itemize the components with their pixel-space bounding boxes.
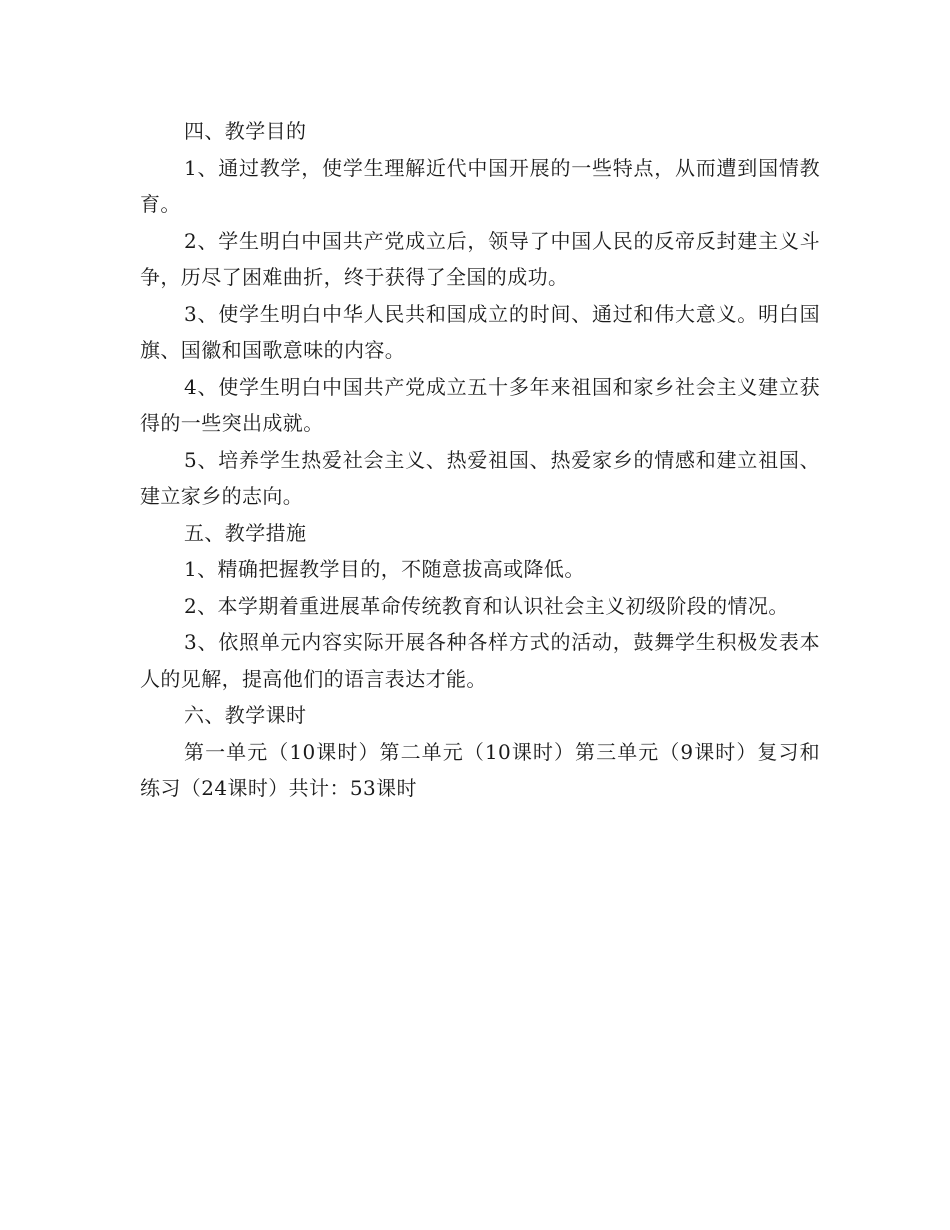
measure-item-3: 3、依照单元内容实际开展各种各样方式的活动，鼓舞学生积极发表本人的见解，提高他们的语言表达才能。 <box>140 630 820 691</box>
document-page <box>140 113 820 807</box>
objective-item-5: 5、培养学生热爱社会主义、热爱祖国、热爱家乡的情感和建立祖国、建立家乡的志向。 <box>140 447 820 508</box>
objective-item-3: 3、使学生明白中华人民共和国成立的时间、通过和伟大意义。明白国旗、国徽和国歌意味的内容。 <box>140 301 820 362</box>
heading-teaching-objectives: 四、教学目的 <box>184 119 307 143</box>
measure-item-1: 1、精确把握教学目的，不随意拔高或降低。 <box>184 557 585 581</box>
teaching-hours-summary: 第一单元（10课时）第二单元（10课时）第三单元（9课时）复习和练习（24课时）共计：53课时 <box>140 739 820 800</box>
measure-item-2: 2、本学期着重进展革命传统教育和认识社会主义初级阶段的情况。 <box>184 593 789 618</box>
objective-item-2: 2、学生明白中国共产党成立后，领导了中国人民的反帝反封建主义斗争，历尽了困难曲折，终于获得了全国的成功。 <box>140 228 820 289</box>
heading-teaching-hours: 六、教学课时 <box>184 703 307 727</box>
objective-item-4: 4、使学生明白中国共产党成立五十多年来祖国和家乡社会主义建立获得的一些突出成就。 <box>140 374 820 435</box>
objective-item-1: 1、通过教学，使学生理解近代中国开展的一些特点，从而遭到国情教育。 <box>140 155 820 216</box>
heading-teaching-measures: 五、教学措施 <box>184 520 307 545</box>
